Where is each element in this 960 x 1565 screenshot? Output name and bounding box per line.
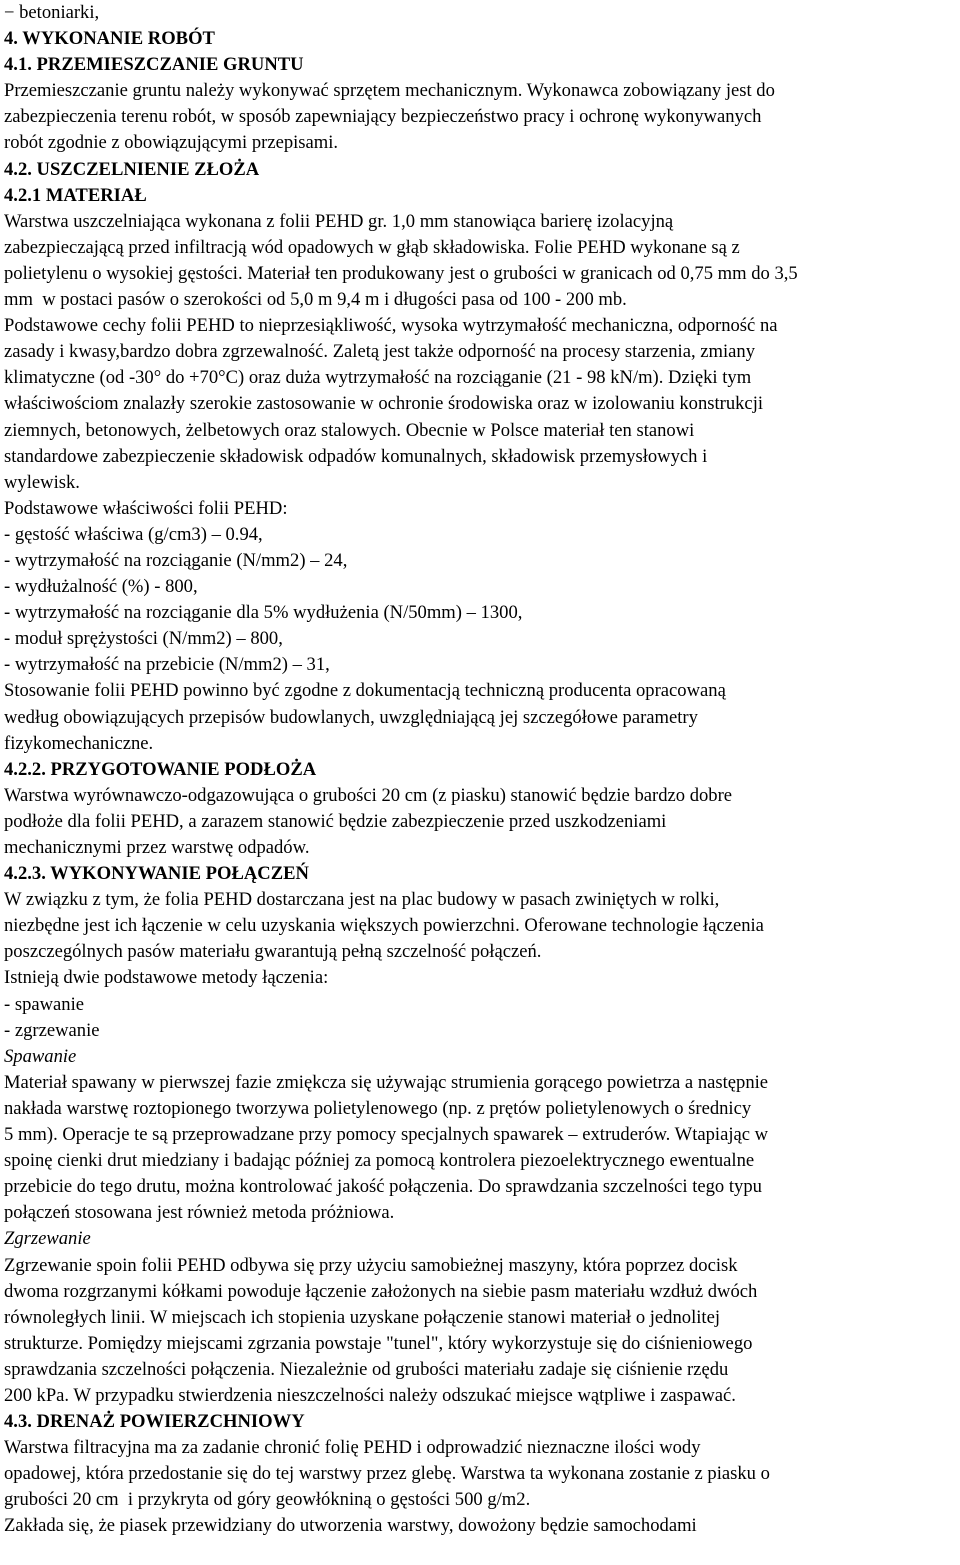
text-line: połączeń stosowana jest również metoda próżniowa. bbox=[4, 1202, 395, 1224]
section-heading: 4.1. PRZEMIESZCZANIE GRUNTU bbox=[4, 54, 304, 76]
section-heading: 4.2. USZCZELNIENIE ZŁOŻA bbox=[4, 158, 260, 180]
text-line: - wytrzymałość na przebicie (N/mm2) – 31, bbox=[4, 654, 330, 676]
text-line: Zgrzewanie spoin folii PEHD odbywa się przy użyciu samobieżnej maszyny, która poprzez docisk bbox=[4, 1254, 738, 1276]
text-line: klimatyczne (od -30° do +70°C) oraz duża wytrzymałość na rozciąganie (21 - 98 kN/m). Dzięki tym bbox=[4, 367, 752, 389]
subsection-title: Spawanie bbox=[4, 1045, 77, 1067]
text-line: - gęstość właściwa (g/cm3) – 0.94, bbox=[4, 523, 263, 545]
text-line: polietylenu o wysokiej gęstości. Materiał ten produkowany jest o grubości w granicach od 0,75 mm do 3,5 bbox=[4, 262, 798, 284]
text-line: − betoniarki, bbox=[4, 2, 100, 23]
text-line: Podstawowe właściwości folii PEHD: bbox=[4, 497, 288, 519]
text-line: robót zgodnie z obowiązującymi przepisami. bbox=[4, 132, 339, 154]
text-line: Istnieją dwie podstawowe metody łączenia: bbox=[4, 967, 329, 989]
text-line: opadowej, która przedostanie się do tej warstwy przez glebę. Warstwa ta wykonana zostanie z piasku o bbox=[4, 1463, 770, 1485]
text-line: sprawdzania szczelności połączenia. Niezależnie od grubości materiału zadaje się ciśnienie rzędu bbox=[4, 1358, 729, 1380]
text-line: według obowiązujących przepisów budowlanych, uwzględniającą jej szczegółowe parametry bbox=[4, 706, 698, 728]
text-line: Podstawowe cechy folii PEHD to nieprzesiąkliwość, wysoka wytrzymałość mechaniczna, odporność na bbox=[4, 315, 778, 337]
text-line: - spawanie bbox=[4, 993, 85, 1015]
text-line: niezbędne jest ich łączenie w celu uzyskania większych powierzchni. Oferowane technologie łączenia bbox=[4, 915, 764, 937]
text-line: mm w postaci pasów o szerokości od 5,0 m 9,4 m i długości pasa od 100 - 200 mb. bbox=[4, 289, 627, 311]
text-line: ziemnych, betonowych, żelbetowych oraz stalowych. Obecnie w Polsce materiał ten stanowi bbox=[4, 419, 695, 441]
text-line: W związku z tym, że folia PEHD dostarczana jest na plac budowy w pasach zwiniętych w rolki, bbox=[4, 889, 720, 911]
text-line: zabezpieczenia terenu robót, w sposób zapewniający bezpieczeństwo pracy i ochronę wykonywanych bbox=[4, 106, 762, 128]
document-page bbox=[4, 0, 956, 1540]
subsection-title: Zgrzewanie bbox=[4, 1228, 91, 1250]
text-line: zabezpieczającą przed infiltracją wód opadowych w głąb składowiska. Folie PEHD wykonane są z bbox=[4, 236, 740, 258]
text-line: strukturze. Pomiędzy miejscami zgrzania powstaje "tunel", który wykorzystuje się do ciśnieniowego bbox=[4, 1332, 753, 1354]
text-line: Warstwa filtracyjna ma za zadanie chronić folię PEHD i odprowadzić nieznaczne ilości wody bbox=[4, 1437, 701, 1459]
section-heading: 4. WYKONANIE ROBÓT bbox=[4, 28, 215, 50]
text-line: Warstwa uszczelniająca wykonana z folii PEHD gr. 1,0 mm stanowiąca barierę izolacyjną bbox=[4, 210, 674, 232]
text-line: - zgrzewanie bbox=[4, 1019, 100, 1041]
text-line: standardowe zabezpieczenie składowisk odpadów komunalnych, składowisk przemysłowych i bbox=[4, 445, 708, 467]
text-line: 5 mm). Operacje te są przeprowadzane przy pomocy specjalnych spawarek – extruderów. Wtapiając w bbox=[4, 1124, 769, 1146]
text-line: właściwościom znalazły szerokie zastosowanie w ochronie środowiska oraz w izolowaniu konstrukcji bbox=[4, 393, 764, 415]
text-line: - wydłużalność (%) - 800, bbox=[4, 576, 198, 598]
text-line: wylewisk. bbox=[4, 471, 80, 493]
text-line: mechanicznymi przez warstwę odpadów. bbox=[4, 837, 310, 858]
text-line: dwoma rozgrzanymi kółkami powoduje łączenie założonych na siebie pasm materiału wzdłuż dwóch bbox=[4, 1280, 758, 1302]
text-line: fizykomechaniczne. bbox=[4, 732, 154, 754]
text-line: Materiał spawany w pierwszej fazie zmiękcza się używając strumienia gorącego powietrza a następnie bbox=[4, 1071, 769, 1093]
text-line: 200 kPa. W przypadku stwierdzenia nieszczelności należy odszukać miejsce wątpliwe i zaspawać. bbox=[4, 1384, 736, 1406]
text-line: - wytrzymałość na rozciąganie (N/mm2) – 24, bbox=[4, 549, 348, 571]
text-line: nakłada warstwę roztopionego tworzywa polietylenowego (np. z prętów polietylenowych o średnicy bbox=[4, 1097, 752, 1119]
text-line: Przemieszczanie gruntu należy wykonywać sprzętem mechanicznym. Wykonawca zobowiązany jest do bbox=[4, 80, 775, 102]
text-line: spoinę cienki drut miedziany i badając później za pomocą kontrolera piezoelektrycznego ewentualne bbox=[4, 1150, 755, 1172]
text-line: - moduł sprężystości (N/mm2) – 800, bbox=[4, 628, 283, 650]
text-line: Warstwa wyrównawczo-odgazowująca o grubości 20 cm (z piasku) stanowić będzie bardzo dobre bbox=[4, 784, 733, 806]
text-line: podłoże dla folii PEHD, a zarazem stanowić będzie zabezpieczenie przed uszkodzeniami bbox=[4, 810, 667, 832]
section-heading: 4.2.1 MATERIAŁ bbox=[4, 184, 147, 206]
text-line: równoległych linii. W miejscach ich stopienia uzyskane połączenie stanowi materiał o jednolitej bbox=[4, 1306, 720, 1328]
text-line: Stosowanie folii PEHD powinno być zgodne z dokumentacją techniczną producenta opracowaną bbox=[4, 680, 726, 702]
text-line: - wytrzymałość na rozciąganie dla 5% wydłużenia (N/50mm) – 1300, bbox=[4, 602, 523, 624]
section-heading: 4.2.3. WYKONYWANIE POŁĄCZEŃ bbox=[4, 863, 309, 885]
text-line: Zakłada się, że piasek przewidziany do utworzenia warstwy, dowożony będzie samochodami bbox=[4, 1515, 697, 1537]
text-line: zasady i kwasy,bardzo dobra zgrzewalność. Zaletą jest także odporność na procesy starzenia, zmiany bbox=[4, 341, 756, 363]
text-line: grubości 20 cm i przykryta od góry geowłókniną o gęstości 500 g/m2. bbox=[4, 1489, 531, 1511]
section-heading: 4.3. DRENAŻ POWIERZCHNIOWY bbox=[4, 1411, 305, 1433]
text-line: przebicie do tego drutu, można kontrolować jakość połączenia. Do sprawdzania szczelności tego typu bbox=[4, 1176, 762, 1198]
section-heading: 4.2.2. PRZYGOTOWANIE PODŁOŻA bbox=[4, 758, 317, 780]
text-line: poszczególnych pasów materiału gwarantują pełną szczelność połączeń. bbox=[4, 941, 542, 963]
